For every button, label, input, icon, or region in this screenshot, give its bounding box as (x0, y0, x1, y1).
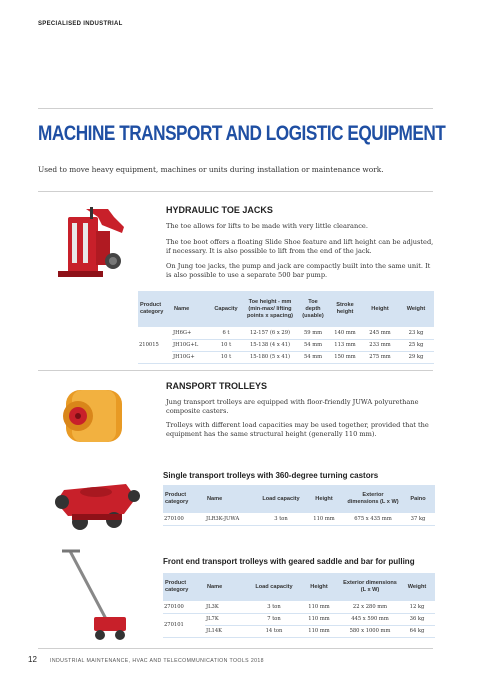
trolleys-heading: RANSPORT TROLLEYS (166, 381, 268, 391)
column-header: Load capacity (259, 485, 303, 513)
table-cell: JL14K (205, 625, 251, 637)
table-cell: 54 mm (298, 351, 328, 363)
column-header: Product category (138, 291, 172, 327)
table-cell: 110 mm (303, 513, 345, 525)
section-tag: SPECIALISED INDUSTRIAL (38, 21, 123, 27)
column-header: Exterior dimensions (L x W) (345, 485, 401, 513)
column-header: Name (205, 485, 259, 513)
table-row (138, 327, 434, 339)
table-cell: 270101 (163, 613, 205, 637)
trolleys-paragraph-2: Trolleys with different load capacities may be used together, provided that the equipment has the same structural height (generally 110 mm). (166, 421, 429, 438)
toe-jacks-paragraph-3: On Jung toe jacks, the pump and jack are compactly built into the same unit. It is also possible to use a separate 500 bar pump. (166, 262, 431, 279)
divider (38, 370, 433, 371)
table-cell: 64 kg (399, 625, 435, 637)
table-cell: 3 ton (251, 601, 297, 613)
table-cell: 233 mm (362, 339, 398, 351)
table-cell: 445 x 590 mm (341, 613, 399, 625)
table-cell: 275 mm (362, 351, 398, 363)
column-header: Name (172, 291, 210, 327)
table-cell: JL3K (205, 601, 251, 613)
table-cell: 59 mm (298, 327, 328, 339)
column-header: Toe height - mm (min-max/ lifting points x spacing) (242, 291, 298, 327)
table-cell: 270100 (163, 601, 205, 613)
toe-jacks-paragraph-1: The toe allows for lifts to be made with very little clearance. (166, 222, 368, 230)
front-trolley-image (58, 547, 138, 643)
table-cell: 150 mm (328, 351, 362, 363)
table-cell: 37 kg (401, 513, 435, 525)
table-cell: JH6G+ (172, 327, 210, 339)
toe-jacks-table (138, 291, 434, 364)
column-header: Product category (163, 485, 205, 513)
front-trolleys-heading: Front end transport trolleys with geared saddle and bar for pulling (163, 557, 415, 566)
column-header: Exterior dimensions (L x W) (341, 573, 399, 601)
column-header: Toe depth (usable) (298, 291, 328, 327)
table-cell: 10 t (210, 351, 242, 363)
table-cell: 210015 (138, 327, 172, 363)
toe-jack-image (58, 203, 138, 283)
column-header: Weight (398, 291, 434, 327)
table-cell: 54 mm (298, 339, 328, 351)
column-header: Product category (163, 573, 205, 601)
table-cell: JH10G+ (172, 351, 210, 363)
divider (38, 191, 433, 192)
column-header: Load capacity (251, 573, 297, 601)
single-trolleys-table (163, 485, 435, 526)
table-cell: 14 ton (251, 625, 297, 637)
table-cell: 3 ton (259, 513, 303, 525)
table-cell: 15-180 (5 x 41) (242, 351, 298, 363)
front-trolleys-table (163, 573, 435, 638)
table-cell: 29 kg (398, 351, 434, 363)
column-header: Height (297, 573, 341, 601)
table-row (138, 339, 434, 351)
table-cell: 110 mm (297, 601, 341, 613)
table-cell: 110 mm (297, 625, 341, 637)
single-trolleys-heading: Single transport trolleys with 360-degree turning castors (163, 471, 379, 480)
table-cell: 12 kg (399, 601, 435, 613)
table-cell: 12-157 (6 x 29) (242, 327, 298, 339)
table-cell: 10 t (210, 339, 242, 351)
table-cell: 270100 (163, 513, 205, 525)
column-header: Paino (401, 485, 435, 513)
divider (38, 648, 433, 649)
table-cell: 23 kg (398, 327, 434, 339)
table-cell: 15-138 (4 x 41) (242, 339, 298, 351)
table-cell: JH10G+L (172, 339, 210, 351)
single-trolley-image (50, 470, 142, 532)
column-header: Weight (399, 573, 435, 601)
caster-wheel-image (58, 380, 130, 452)
column-header: Height (362, 291, 398, 327)
column-header: Stroke height (328, 291, 362, 327)
toe-jacks-heading: HYDRAULIC TOE JACKS (166, 205, 273, 215)
column-header: Capacity (210, 291, 242, 327)
footer-text: INDUSTRIAL MAINTENANCE, HVAC AND TELECOMMUNICATION TOOLS 2018 (50, 658, 264, 664)
page-subtitle: Used to move heavy equipment, machines or units during installation or maintenance work. (38, 165, 384, 174)
trolleys-paragraph-1: Jung transport trolleys are equipped with floor-friendly JUWA polyurethane composite casters. (166, 398, 419, 415)
table-cell: 113 mm (328, 339, 362, 351)
table-cell: 140 mm (328, 327, 362, 339)
table-cell: 675 x 435 mm (345, 513, 401, 525)
table-cell: 36 kg (399, 613, 435, 625)
table-row (163, 513, 435, 525)
table-row (163, 613, 435, 625)
table-row (163, 601, 435, 613)
table-cell: 22 x 280 mm (341, 601, 399, 613)
toe-jacks-paragraph-2: The toe boot offers a floating Slide Shoe feature and lift height can be adjusted, if necessary. It is also possible to lift from the end of the jack. (166, 238, 434, 255)
table-cell: JLR3K-JUWA (205, 513, 259, 525)
table-cell: 245 mm (362, 327, 398, 339)
table-cell: JL7K (205, 613, 251, 625)
table-row (138, 351, 434, 363)
table-cell: 6 t (210, 327, 242, 339)
column-header: Name (205, 573, 251, 601)
page-number: 12 (28, 655, 37, 664)
table-cell: 25 kg (398, 339, 434, 351)
table-cell: 7 ton (251, 613, 297, 625)
table-cell: 580 x 1000 mm (341, 625, 399, 637)
divider (38, 108, 433, 109)
page-title: MACHINE TRANSPORT AND LOGISTIC EQUIPMENT (38, 122, 446, 145)
table-cell: 110 mm (297, 613, 341, 625)
column-header: Height (303, 485, 345, 513)
